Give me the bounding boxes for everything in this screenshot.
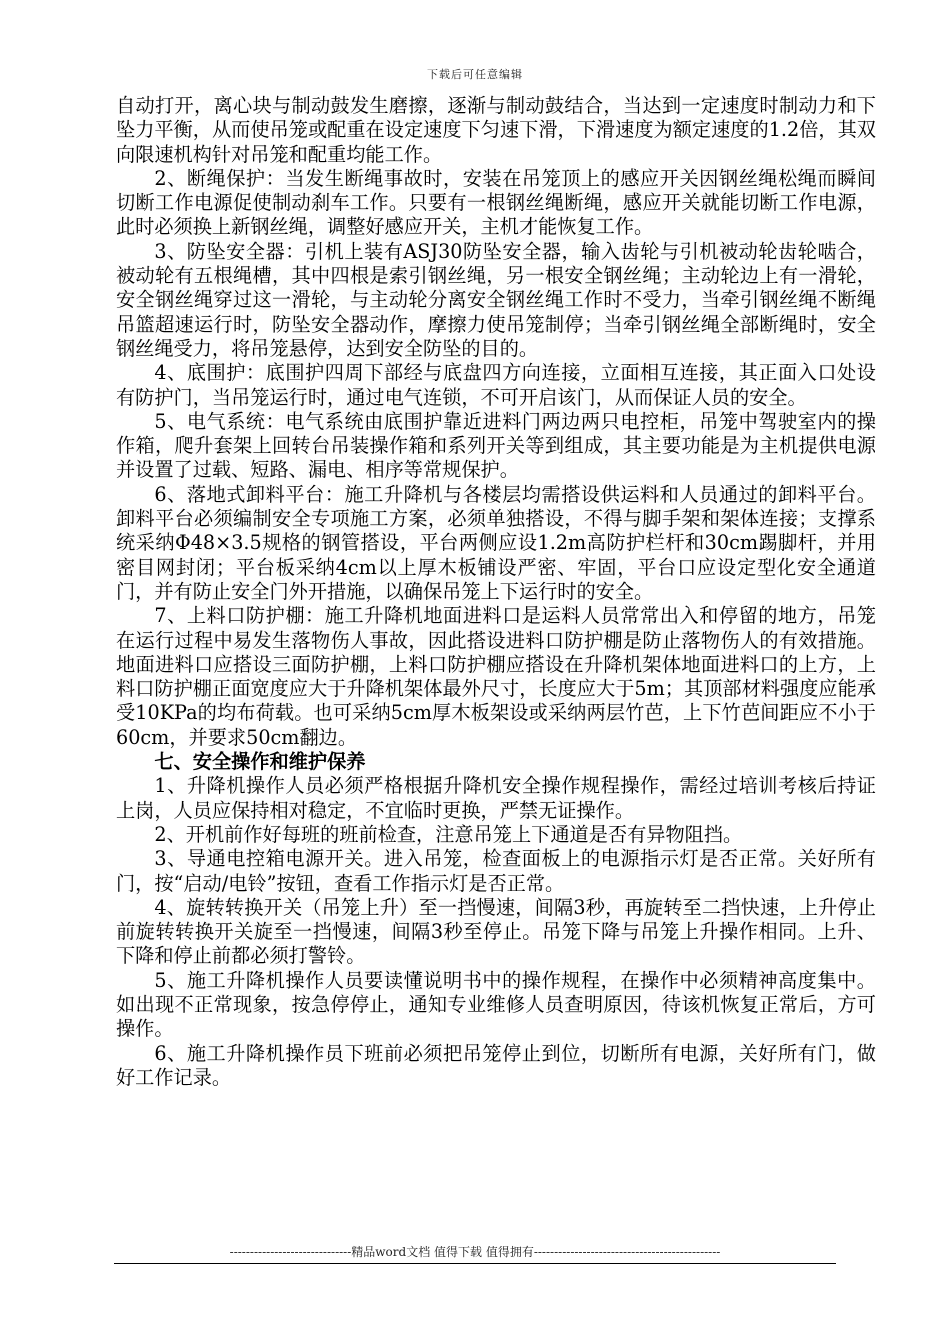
header-note: 下载后可任意编辑 [427,68,523,81]
paragraph-loading-shelter: 7、上料口防护棚：施工升降机地面进料口是运料人员常常出入和停留的地方，吊笼在运行过程中易发生落物伤人事故，因此搭设进料口防护棚是防止落物伤人的有效措施。地面进料口应搭设三面防护棚，上料口防护棚应搭设在升降机架体地面进料口的上方，上料口防护棚正面宽度应大于升降机架体最外尺寸，长度应大于5m；其顶部材料强度应能承受10KPa的均布荷载。也可采纳5cm厚木板架设或采纳两层竹芭，上下竹芭间距应不小于60cm，并要求50cm翻边。 [116,604,876,749]
paragraph-unloading-platform: 6、落地式卸料平台：施工升降机与各楼层均需搭设供运料和人员通过的卸料平台。卸料平台必须编制安全专项施工方案，必须单独搭设，不得与脚手架和架体连接；支撑系统采纳Φ48×3.5规格的钢管搭设，平台两侧应设1.2m高防护栏杆和30cm踢脚杆，并用密目网封闭；平台板采纳4cm以上厚木板铺设严密、牢固，平台口应设定型化安全通道门，并有防止安全门外开措施，以确保吊笼上下运行时的安全。 [116,482,876,603]
footer-note: ------------------------------精品word文档 值得下载 值得拥有---------------------------------------------- [229,1245,721,1259]
paragraph-electrical-system: 5、电气系统：电气系统由底围护靠近进料门两边两只电控柜，吊笼中驾驶室内的操作箱，爬升套架上回转台吊装操作箱和系列开关等到组成，其主要功能是为主机提供电源并设置了过载、短路、漏电、相序等常规保护。 [116,409,876,482]
section-heading: 七、安全操作和维护保养 [154,750,366,774]
paragraph-power-on: 3、导通电控箱电源开关。进入吊笼，检查面板上的电源指示灯是否正常。关好所有门，按“启动/电铃”按钮，查看工作指示灯是否正常。 [116,847,876,895]
paragraph-operating-rules: 5、施工升降机操作人员要读懂说明书中的操作规程，在操作中必须精神高度集中。如出现不正常现象，按急停停止，通知专业维修人员查明原因，待该机恢复正常后，方可操作。 [116,968,876,1041]
document-body [116,94,876,1090]
paragraph-speed-switch: 4、旋转转换开关（吊笼上升）至一挡慢速，间隔3秒，再旋转至二挡快速，上升停止前旋转转换开关旋至一挡慢速，间隔3秒至停止。吊笼下降与吊笼上升操作相同。上升、下降和停止前都必须打警铃。 [116,895,876,968]
paragraph-end-of-shift: 6、施工升降机操作员下班前必须把吊笼停止到位，切断所有电源，关好所有门，做好工作记录。 [116,1041,876,1089]
paragraph-pre-shift-check: 2、开机前作好每班的班前检查，注意吊笼上下通道是否有异物阻挡。 [154,822,743,846]
paragraph-fall-arrest-device: 3、防坠安全器：引机上装有ASJ30防坠安全器，输入齿轮与引机被动轮齿轮啮合，被动轮有五根绳槽，其中四根是索引钢丝绳，另一根安全钢丝绳；主动轮边上有一滑轮，安全钢丝绳穿过这一滑轮，与主动轮分离安全钢丝绳工作时不受力，当牵引钢丝绳不断绳吊篮超速运行时，防坠安全器动作，摩擦力使吊笼制停；当牵引钢丝绳全部断绳时，安全钢丝绳受力，将吊笼悬停，达到安全防坠的目的。 [116,239,876,360]
paragraph-continuation: 自动打开，离心块与制动鼓发生磨擦，逐渐与制动鼓结合，当达到一定速度时制动力和下坠力平衡，从而使吊笼或配重在设定速度下匀速下滑，下滑速度为额定速度的1.2倍，其双向限速机构针对吊笼和配重均能工作。 [116,94,876,166]
paragraph-base-enclosure: 4、底围护：底围护四周下部经与底盘四方向连接，立面相互连接，其正面入口处设有防护门，当吊笼运行时，通过电气连锁，不可开启该门，从而保证人员的安全。 [116,361,876,409]
paragraph-operator-certification: 1、升降机操作人员必须严格根据升降机安全操作规程操作，需经过培训考核后持证上岗，人员应保持相对稳定，不宜临时更换，严禁无证操作。 [116,774,876,822]
footer-divider [114,1263,836,1264]
paragraph-rope-break-protection: 2、断绳保护：当发生断绳事故时，安装在吊笼顶上的感应开关因钢丝绳松绳而瞬间切断工作电源促使制动刹车工作。只要有一根钢丝绳断绳，感应开关就能切断工作电源，此时必须换上新钢丝绳，调整好感应开关，主机才能恢复工作。 [116,166,876,239]
